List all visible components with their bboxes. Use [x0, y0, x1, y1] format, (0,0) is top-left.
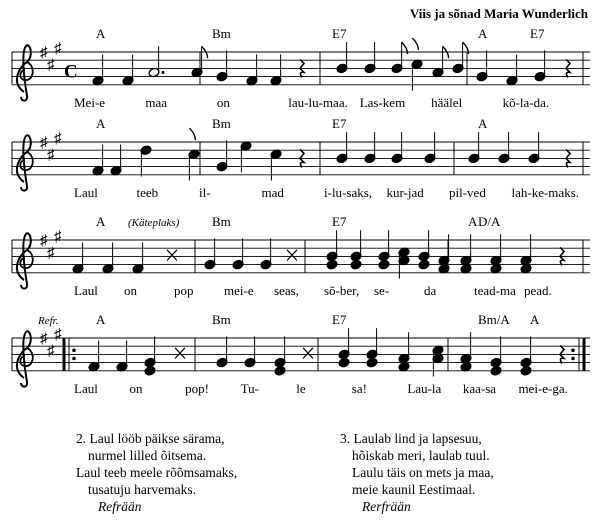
chord-symbol: A	[96, 116, 106, 131]
note-head	[378, 259, 390, 270]
lyric-syllable: Laul	[74, 184, 98, 200]
lyric-syllable: il-	[199, 184, 211, 200]
lyric-syllable: Tu-	[240, 380, 259, 396]
note-head	[338, 357, 350, 368]
lyric-syllable: mei-e	[224, 282, 254, 298]
note-head	[520, 366, 532, 377]
lyric-syllable: da	[424, 282, 437, 298]
verse-line: meie kaunil Eestimaal.	[352, 482, 476, 497]
lyric-syllable: Lau-la	[407, 380, 442, 396]
time-signature: C	[64, 61, 78, 83]
refrain-mark: Refr.	[38, 315, 59, 327]
verse-line: Laulu täis on mets ja maa,	[352, 465, 494, 480]
composer-credit: Viis ja sõnad Maria Wunderlich	[409, 6, 588, 21]
chord-symbol: D/A	[478, 214, 501, 229]
lyric-syllable: kõ-la-da.	[502, 94, 550, 110]
chord-symbol: Bm	[212, 214, 231, 229]
verse-refrain-label: Refrään	[98, 499, 142, 514]
note-head	[418, 259, 430, 270]
note-head	[326, 259, 338, 270]
treble-clef-icon	[17, 233, 33, 288]
lyric-syllable: Mei-e	[74, 94, 106, 110]
repeat-dot	[72, 357, 76, 361]
eighth-flag	[412, 38, 418, 50]
verse-2	[76, 430, 237, 515]
treble-clef-stroke	[17, 233, 31, 288]
verse-line: nurmel lilled õitsema.	[88, 448, 207, 463]
sharp-icon: ♯	[40, 233, 48, 249]
lyric-syllable: sa!	[351, 380, 367, 396]
sharp-icon: ♯	[54, 40, 62, 57]
chord-symbol: A	[530, 312, 540, 327]
dot	[162, 71, 165, 74]
lyric-syllable: teeb	[136, 184, 159, 200]
lyric-syllable: häälel	[431, 94, 463, 110]
lyric-syllable: lah-ke-maks.	[511, 184, 580, 200]
chord-symbol: A	[478, 26, 488, 41]
chord-symbol: A	[96, 26, 106, 41]
note-head	[490, 366, 502, 377]
sharp-icon: ♯	[47, 57, 55, 74]
lyric-syllable: le	[296, 380, 306, 396]
note-head	[274, 366, 286, 377]
repeat-dot	[571, 357, 575, 361]
treble-clef-icon	[17, 331, 33, 386]
chord-symbol: Bm	[212, 312, 231, 327]
lyric-syllable: pop!	[185, 380, 209, 396]
chord-symbol: E7	[332, 26, 347, 41]
treble-clef-stroke	[17, 45, 31, 100]
lyric-syllable: pead.	[524, 282, 552, 298]
lyric-syllable: tead-ma	[474, 282, 516, 298]
verse-line: Laul teeb meele rõõmsamaks,	[76, 465, 238, 480]
chord-symbol: Bm	[212, 116, 231, 131]
note-head	[366, 357, 378, 368]
verse-line: tusatuju harvemaks.	[88, 482, 196, 497]
repeat-dot	[571, 349, 575, 353]
chord-symbol: A	[96, 312, 106, 327]
lyric-syllable: mei-e-ga.	[518, 380, 568, 396]
chord-symbol: Bm/A	[478, 312, 510, 327]
chord-symbol: A	[96, 214, 106, 229]
lyric-syllable: Las-kem	[359, 94, 406, 110]
verse-line: 2. Laul lööb päikse särama,	[76, 431, 225, 446]
verse-line: hõiskab meri, laulab tuul.	[352, 448, 490, 463]
lyric-syllable: se-	[374, 282, 390, 298]
chord-symbol: E7	[332, 214, 347, 229]
sharp-icon: ♯	[40, 45, 48, 61]
lyric-syllable: lau-lu-maa.	[288, 94, 348, 110]
lyric-syllable: seas,	[274, 282, 299, 298]
note-head	[350, 259, 362, 270]
note-head	[144, 366, 156, 377]
lyric-syllable: on	[129, 380, 143, 396]
treble-clef-icon	[17, 45, 33, 100]
sharp-icon: ♯	[40, 135, 48, 151]
treble-clef-stroke	[17, 331, 31, 386]
sharp-icon: ♯	[54, 228, 62, 245]
lyric-syllable: Laul	[74, 282, 98, 298]
treble-clef-icon	[17, 135, 33, 190]
lyric-syllable: on	[124, 282, 137, 298]
verse-refrain-label: Rerfrään	[362, 499, 411, 514]
lyric-syllable: kaa-sa	[462, 380, 497, 396]
chord-symbol: E7	[530, 26, 545, 41]
sharp-icon: ♯	[54, 326, 62, 343]
chord-symbol: A	[478, 116, 488, 131]
verse-3	[340, 430, 494, 515]
chord-symbol: E7	[332, 312, 347, 327]
repeat-dot	[72, 349, 76, 353]
lyric-syllable: kur-jad	[386, 184, 424, 200]
sharp-icon: ♯	[47, 343, 55, 360]
treble-clef-stroke	[17, 135, 31, 190]
sharp-icon: ♯	[47, 147, 55, 164]
lyric-syllable: Laul	[74, 380, 98, 396]
lyric-syllable: maa	[145, 94, 168, 110]
chord-symbol: A	[468, 214, 478, 229]
sharp-icon: ♯	[40, 331, 48, 347]
eighth-flag	[189, 128, 195, 140]
clap-annotation: (Käteplaks)	[128, 217, 180, 229]
lyric-syllable: sõ-ber,	[324, 282, 360, 298]
lyric-syllable: i-lu-saks,	[324, 184, 373, 200]
lyric-syllable: pil-ved	[449, 184, 486, 200]
sharp-icon: ♯	[47, 245, 55, 262]
chord-symbol: Bm	[212, 26, 231, 41]
sharp-icon: ♯	[54, 130, 62, 147]
lyric-syllable: pop	[174, 282, 194, 298]
chord-symbol: E7	[332, 116, 347, 131]
verse-line: 3. Laulab lind ja lapsesuu,	[340, 431, 482, 446]
lyric-syllable: on	[216, 94, 230, 110]
lyric-syllable: mad	[261, 184, 284, 200]
